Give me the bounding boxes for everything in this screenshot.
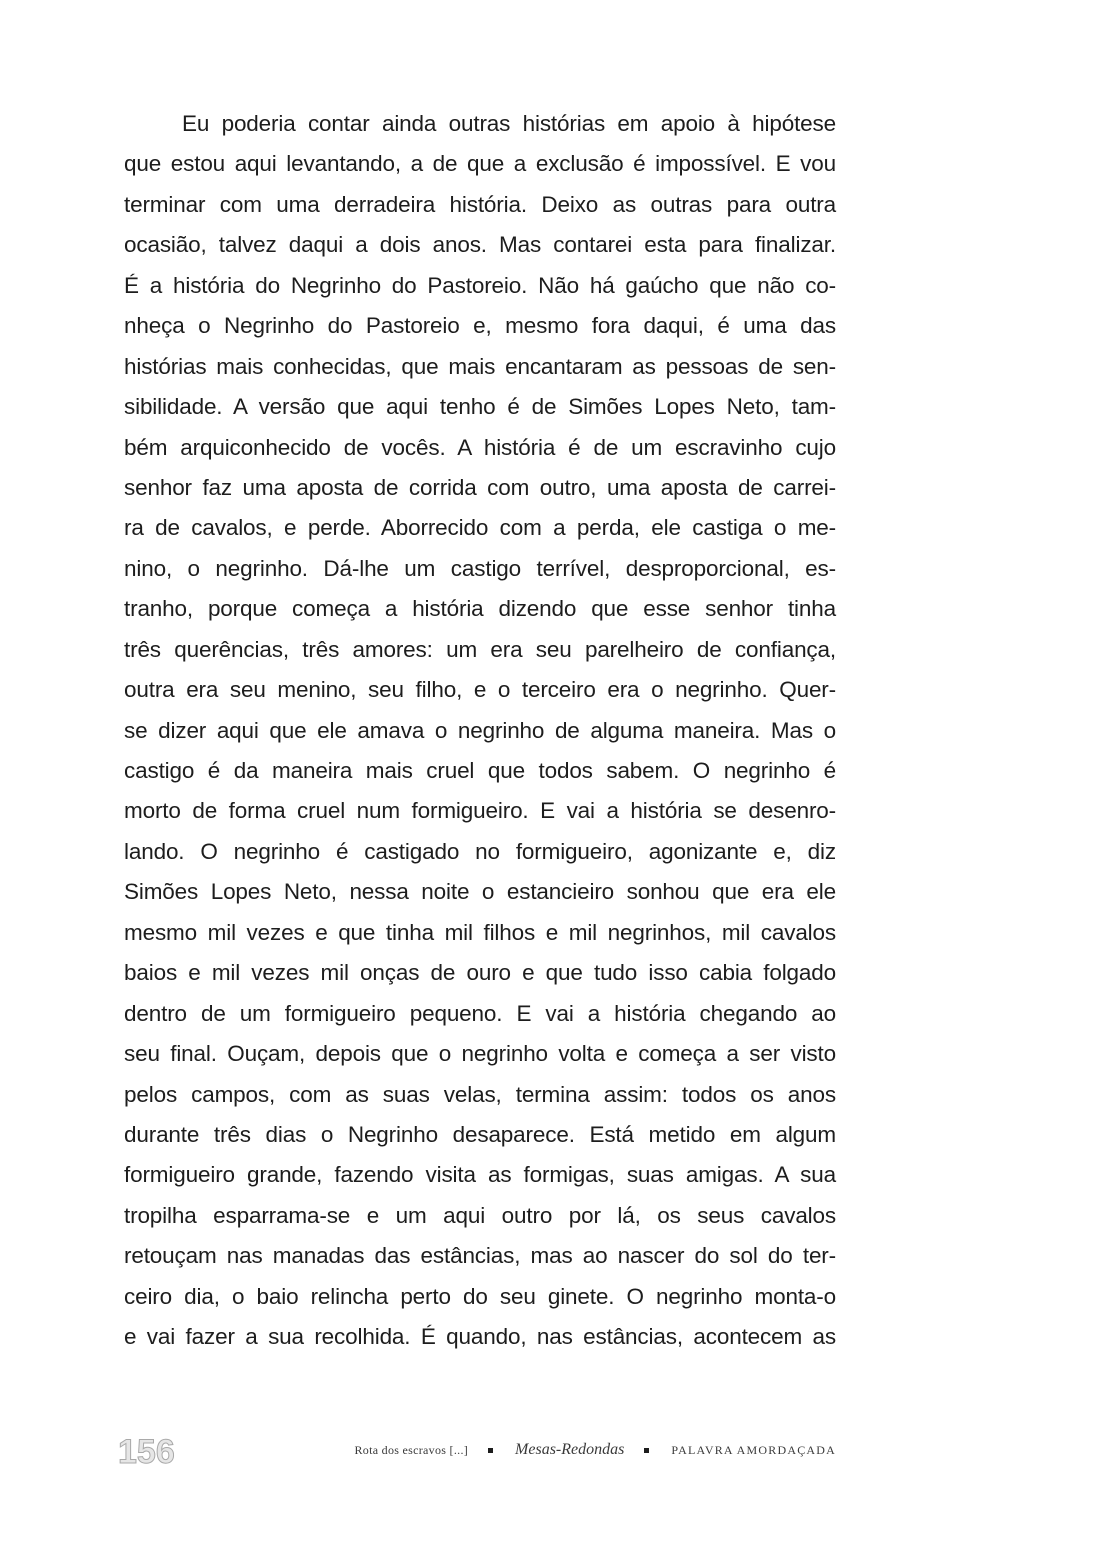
text-line: morto de forma cruel num formigueiro. E vai a história se desenro- bbox=[124, 798, 836, 824]
text-line: e vai fazer a sua recolhida. É quando, nas estâncias, acontecem as bbox=[124, 1324, 836, 1350]
text-line: castigo é da maneira mais cruel que todos sabem. O negrinho é bbox=[124, 758, 836, 783]
running-head-series: Mesas-Redondas bbox=[515, 1441, 625, 1458]
text-line: nino, o negrinho. Dá-lhe um castigo terrível, desproporcional, es- bbox=[124, 555, 836, 581]
text-line: mesmo mil vezes e que tinha mil filhos e mil negrinhos, mil cavalos bbox=[124, 919, 836, 945]
text-line: bém arquiconhecido de vocês. A história é de um escravinho cujo bbox=[124, 434, 836, 460]
text-line: durante três dias o Negrinho desaparece. Está metido em algum bbox=[124, 1121, 836, 1147]
text-line: outra era seu menino, seu filho, e o terceiro era o negrinho. Quer- bbox=[124, 677, 836, 703]
body-text bbox=[124, 104, 836, 1358]
text-line: ocasião, talvez daqui a dois anos. Mas contarei esta para finalizar. bbox=[124, 232, 836, 258]
text-line: que estou aqui levantando, a de que a exclusão é impossível. E vou bbox=[124, 151, 836, 177]
text-line: pelos campos, com as suas velas, termina assim: todos os anos bbox=[124, 1081, 836, 1107]
text-line: senhor faz uma aposta de corrida com outro, uma aposta de carrei- bbox=[124, 474, 836, 500]
page-footer bbox=[118, 1435, 836, 1469]
text-line: sibilidade. A versão que aqui tenho é de Simões Lopes Neto, tam- bbox=[124, 394, 836, 420]
running-head-book-title: PALAVRA AMORDAÇADA bbox=[671, 1442, 836, 1457]
text-line: tranho, porque começa a história dizendo que esse senhor tinha bbox=[124, 596, 836, 622]
text-line: histórias mais conhecidas, que mais encantaram as pessoas de sen- bbox=[124, 353, 836, 379]
running-head bbox=[355, 1441, 837, 1459]
text-line: baios e mil vezes mil onças de ouro e que tudo isso cabia folgado bbox=[124, 960, 836, 986]
bullet-separator bbox=[488, 1448, 493, 1453]
text-line: se dizer aqui que ele amava o negrinho de alguma maneira. Mas o bbox=[124, 717, 836, 743]
text-line: dentro de um formigueiro pequeno. E vai a história chegando ao bbox=[124, 1000, 836, 1026]
text-line: três querências, três amores: um era seu parelheiro de confiança, bbox=[124, 636, 836, 662]
text-line: É a história do Negrinho do Pastoreio. Não há gaúcho que não co- bbox=[124, 272, 836, 298]
running-head-chapter: Rota dos escravos [...] bbox=[354, 1442, 469, 1457]
text-line: lando. O negrinho é castigado no formigueiro, agonizante e, diz bbox=[124, 838, 836, 864]
text-line: nheça o Negrinho do Pastoreio e, mesmo fora daqui, é uma das bbox=[124, 313, 836, 339]
text-line: formigueiro grande, fazendo visita as formigas, suas amigas. A sua bbox=[124, 1162, 836, 1188]
text-line: ceiro dia, o baio relincha perto do seu ginete. O negrinho monta-o bbox=[124, 1283, 836, 1309]
text-line: retouçam nas manadas das estâncias, mas ao nascer do sol do ter- bbox=[124, 1243, 836, 1269]
text-line: terminar com uma derradeira história. Deixo as outras para outra bbox=[124, 191, 836, 217]
text-line: seu final. Ouçam, depois que o negrinho volta e começa a ser visto bbox=[124, 1041, 836, 1067]
text-line: ra de cavalos, e perde. Aborrecido com a perda, ele castiga o me- bbox=[124, 515, 836, 541]
text-line: Simões Lopes Neto, nessa noite o estancieiro sonhou que era ele bbox=[124, 879, 836, 905]
text-line: tropilha esparrama-se e um aqui outro por lá, os seus cavalos bbox=[124, 1202, 836, 1228]
page-number: 156 bbox=[118, 1433, 175, 1471]
text-line: Eu poderia contar ainda outras histórias em apoio à hipótese bbox=[182, 111, 836, 136]
bullet-separator bbox=[644, 1448, 649, 1453]
